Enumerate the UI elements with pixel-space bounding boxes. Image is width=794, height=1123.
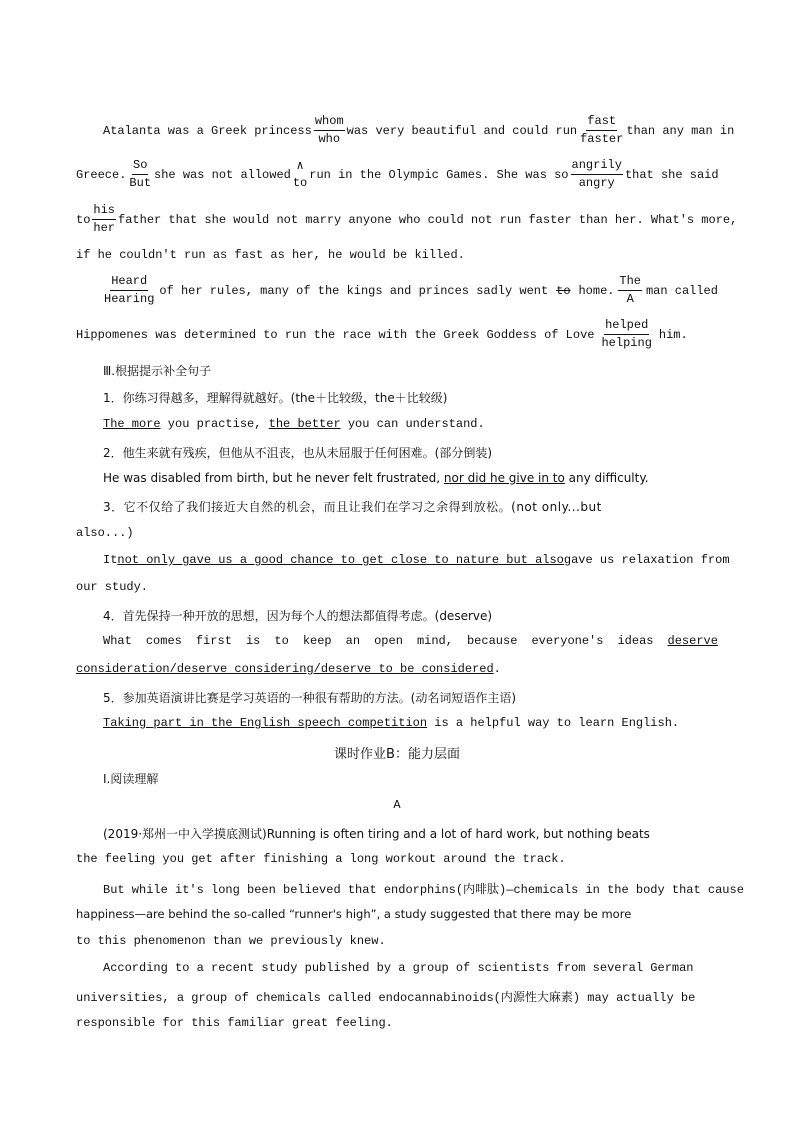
answer-line	[103, 471, 745, 485]
cloze-p2-line-2	[76, 317, 718, 352]
word: open	[374, 634, 403, 648]
passage-line: the feeling you get after finishing a long workout around the track.	[76, 852, 566, 866]
text: home.	[578, 283, 615, 298]
answer-blank: not only gave us a good chance to get close to nature but also	[117, 553, 564, 567]
answer-blank: deserve	[667, 634, 718, 648]
section-heading: Ⅰ.阅读理解	[103, 772, 159, 786]
correction-top: So	[132, 157, 148, 175]
section-heading: Ⅲ.根据提示补全句子	[103, 364, 212, 378]
text: is a helpful way to learn English.	[427, 716, 680, 730]
correction-top: helped	[604, 317, 649, 335]
word: is	[245, 634, 261, 648]
correction-bottom: who	[318, 132, 341, 146]
text: was very beautiful and could run	[346, 123, 578, 138]
correction-bottom: Hearing	[104, 292, 155, 306]
word: first	[195, 634, 232, 648]
question-prompt: 1．你练习得越多，理解得就越好。(the＋比较级，the＋比较级)	[103, 391, 448, 405]
correction-bottom: angry	[578, 176, 615, 190]
question-prompt-cont: also...)	[76, 526, 134, 540]
correction-stack	[103, 273, 155, 308]
text: of her rules, many of the kings and princes sadly went	[159, 283, 549, 298]
question-prompt: 4．首先保持一种开放的思想，因为每个人的想法都值得考虑。(deserve)	[103, 609, 493, 623]
correction-stack	[618, 273, 642, 308]
deleted-word: to	[556, 283, 571, 298]
passage-line: responsible for this familiar great feeling.	[76, 1016, 393, 1030]
correction-top: angrily	[571, 157, 623, 175]
answer-line-cont	[76, 662, 718, 676]
text: run in the Olympic Games. She was so	[309, 167, 569, 182]
correction-top: fast	[586, 113, 617, 131]
cloze-line-2	[76, 157, 718, 192]
text: than any man in	[626, 123, 735, 138]
passage-line: universities, a group of chemicals called endocannabinoids(内源性大麻素) may actually be	[76, 991, 696, 1005]
passage-label: A	[393, 798, 401, 812]
text: According to a recent study published by a group of scientists from several German	[103, 961, 694, 975]
text: any difficulty.	[564, 471, 649, 485]
word: keep	[302, 634, 332, 648]
correction-stack	[314, 113, 345, 148]
correction-top: The	[618, 273, 642, 291]
word: ideas	[617, 634, 654, 648]
text: you can understand.	[340, 417, 485, 431]
correction-stack	[92, 202, 116, 237]
insertion-mark	[293, 158, 307, 192]
passage-line: (2019·郑州一中入学摸底测试)Running is often tiring and a lot of hard work, but nothing beats	[103, 827, 650, 841]
text: man called	[645, 283, 718, 298]
passage-line: happiness—are behind the so-called “runner's high”, a study suggested that there may be more	[76, 907, 632, 921]
word: to	[274, 634, 289, 648]
text: He was disabled from birth, but he never felt frustrated,	[103, 471, 444, 485]
correction-stack	[579, 113, 624, 148]
answer-blank: the better	[268, 417, 341, 431]
answer-line	[103, 716, 745, 730]
text: that she said	[624, 167, 719, 182]
answer-line	[103, 634, 718, 648]
text: .	[493, 662, 501, 676]
correction-bottom: helping	[601, 336, 652, 350]
correction-top: Heard	[110, 273, 148, 291]
correction-top: his	[92, 202, 116, 220]
answer-blank: consideration/deserve considering/deserve to be considered	[76, 662, 494, 676]
word: everyone's	[531, 634, 604, 648]
cloze-line-3	[76, 202, 738, 237]
correction-bottom: faster	[580, 132, 624, 146]
question-prompt: 5．参加英语演讲比赛是学习英语的一种很有帮助的方法。(动名词短语作主语)	[103, 691, 517, 705]
text: him.	[658, 327, 688, 342]
text: father that she would not marry anyone who could not run faster than her. What's more,	[118, 212, 738, 227]
part-title: 课时作业B：能力层面	[334, 747, 460, 762]
correction-bottom: her	[93, 221, 116, 235]
passage-line: But while it's long been believed that endorphins(内啡肽)—chemicals in the body that cause	[103, 883, 744, 897]
cloze-p2-line-1	[101, 273, 718, 308]
correction-bottom: But	[129, 176, 152, 190]
correction-stack	[571, 157, 623, 192]
question-prompt: 3．它不仅给了我们接近大自然的机会，而且让我们在学习之余得到放松。(not only...but	[103, 500, 602, 514]
passage-line: to this phenomenon than we previously knew.	[76, 934, 386, 948]
text: she was not allowed	[154, 167, 291, 182]
text: Hippomenes was determined to run the race with the Greek Goddess of Love	[76, 327, 595, 342]
answer-blank: Taking part in the English speech competition	[103, 716, 428, 730]
word: because	[466, 634, 518, 648]
text: to	[76, 212, 91, 227]
correction-stack	[600, 317, 652, 352]
question-prompt: 2．他生来就有残疾，但他从不沮丧，也从未屈服于任何困难。(部分倒装)	[103, 446, 493, 460]
answer-line	[103, 553, 730, 567]
correction-stack	[128, 157, 152, 192]
answer-blank: nor did he give in to	[443, 471, 565, 485]
word: What	[103, 634, 132, 648]
correction-bottom: to	[292, 175, 308, 190]
correction-top: whom	[314, 113, 345, 131]
cloze-line-4: if he couldn't run as fast as her, he would be killed.	[76, 248, 465, 262]
answer-line-cont: our study.	[76, 580, 149, 594]
correction-bottom: A	[626, 292, 634, 306]
passage-line	[103, 961, 718, 975]
text: gave us relaxation from	[563, 553, 730, 567]
caret-mark: ∧	[296, 158, 304, 173]
word: mind,	[416, 634, 453, 648]
cloze-line-1	[103, 113, 735, 148]
text: you practise,	[160, 417, 269, 431]
word: comes	[145, 634, 182, 648]
text: Greece.	[76, 167, 127, 182]
text: Atalanta was a Greek princess	[103, 123, 312, 138]
answer-blank: The more	[103, 417, 161, 431]
word: an	[345, 634, 361, 648]
answer-line	[103, 417, 745, 431]
text: It	[103, 553, 118, 567]
